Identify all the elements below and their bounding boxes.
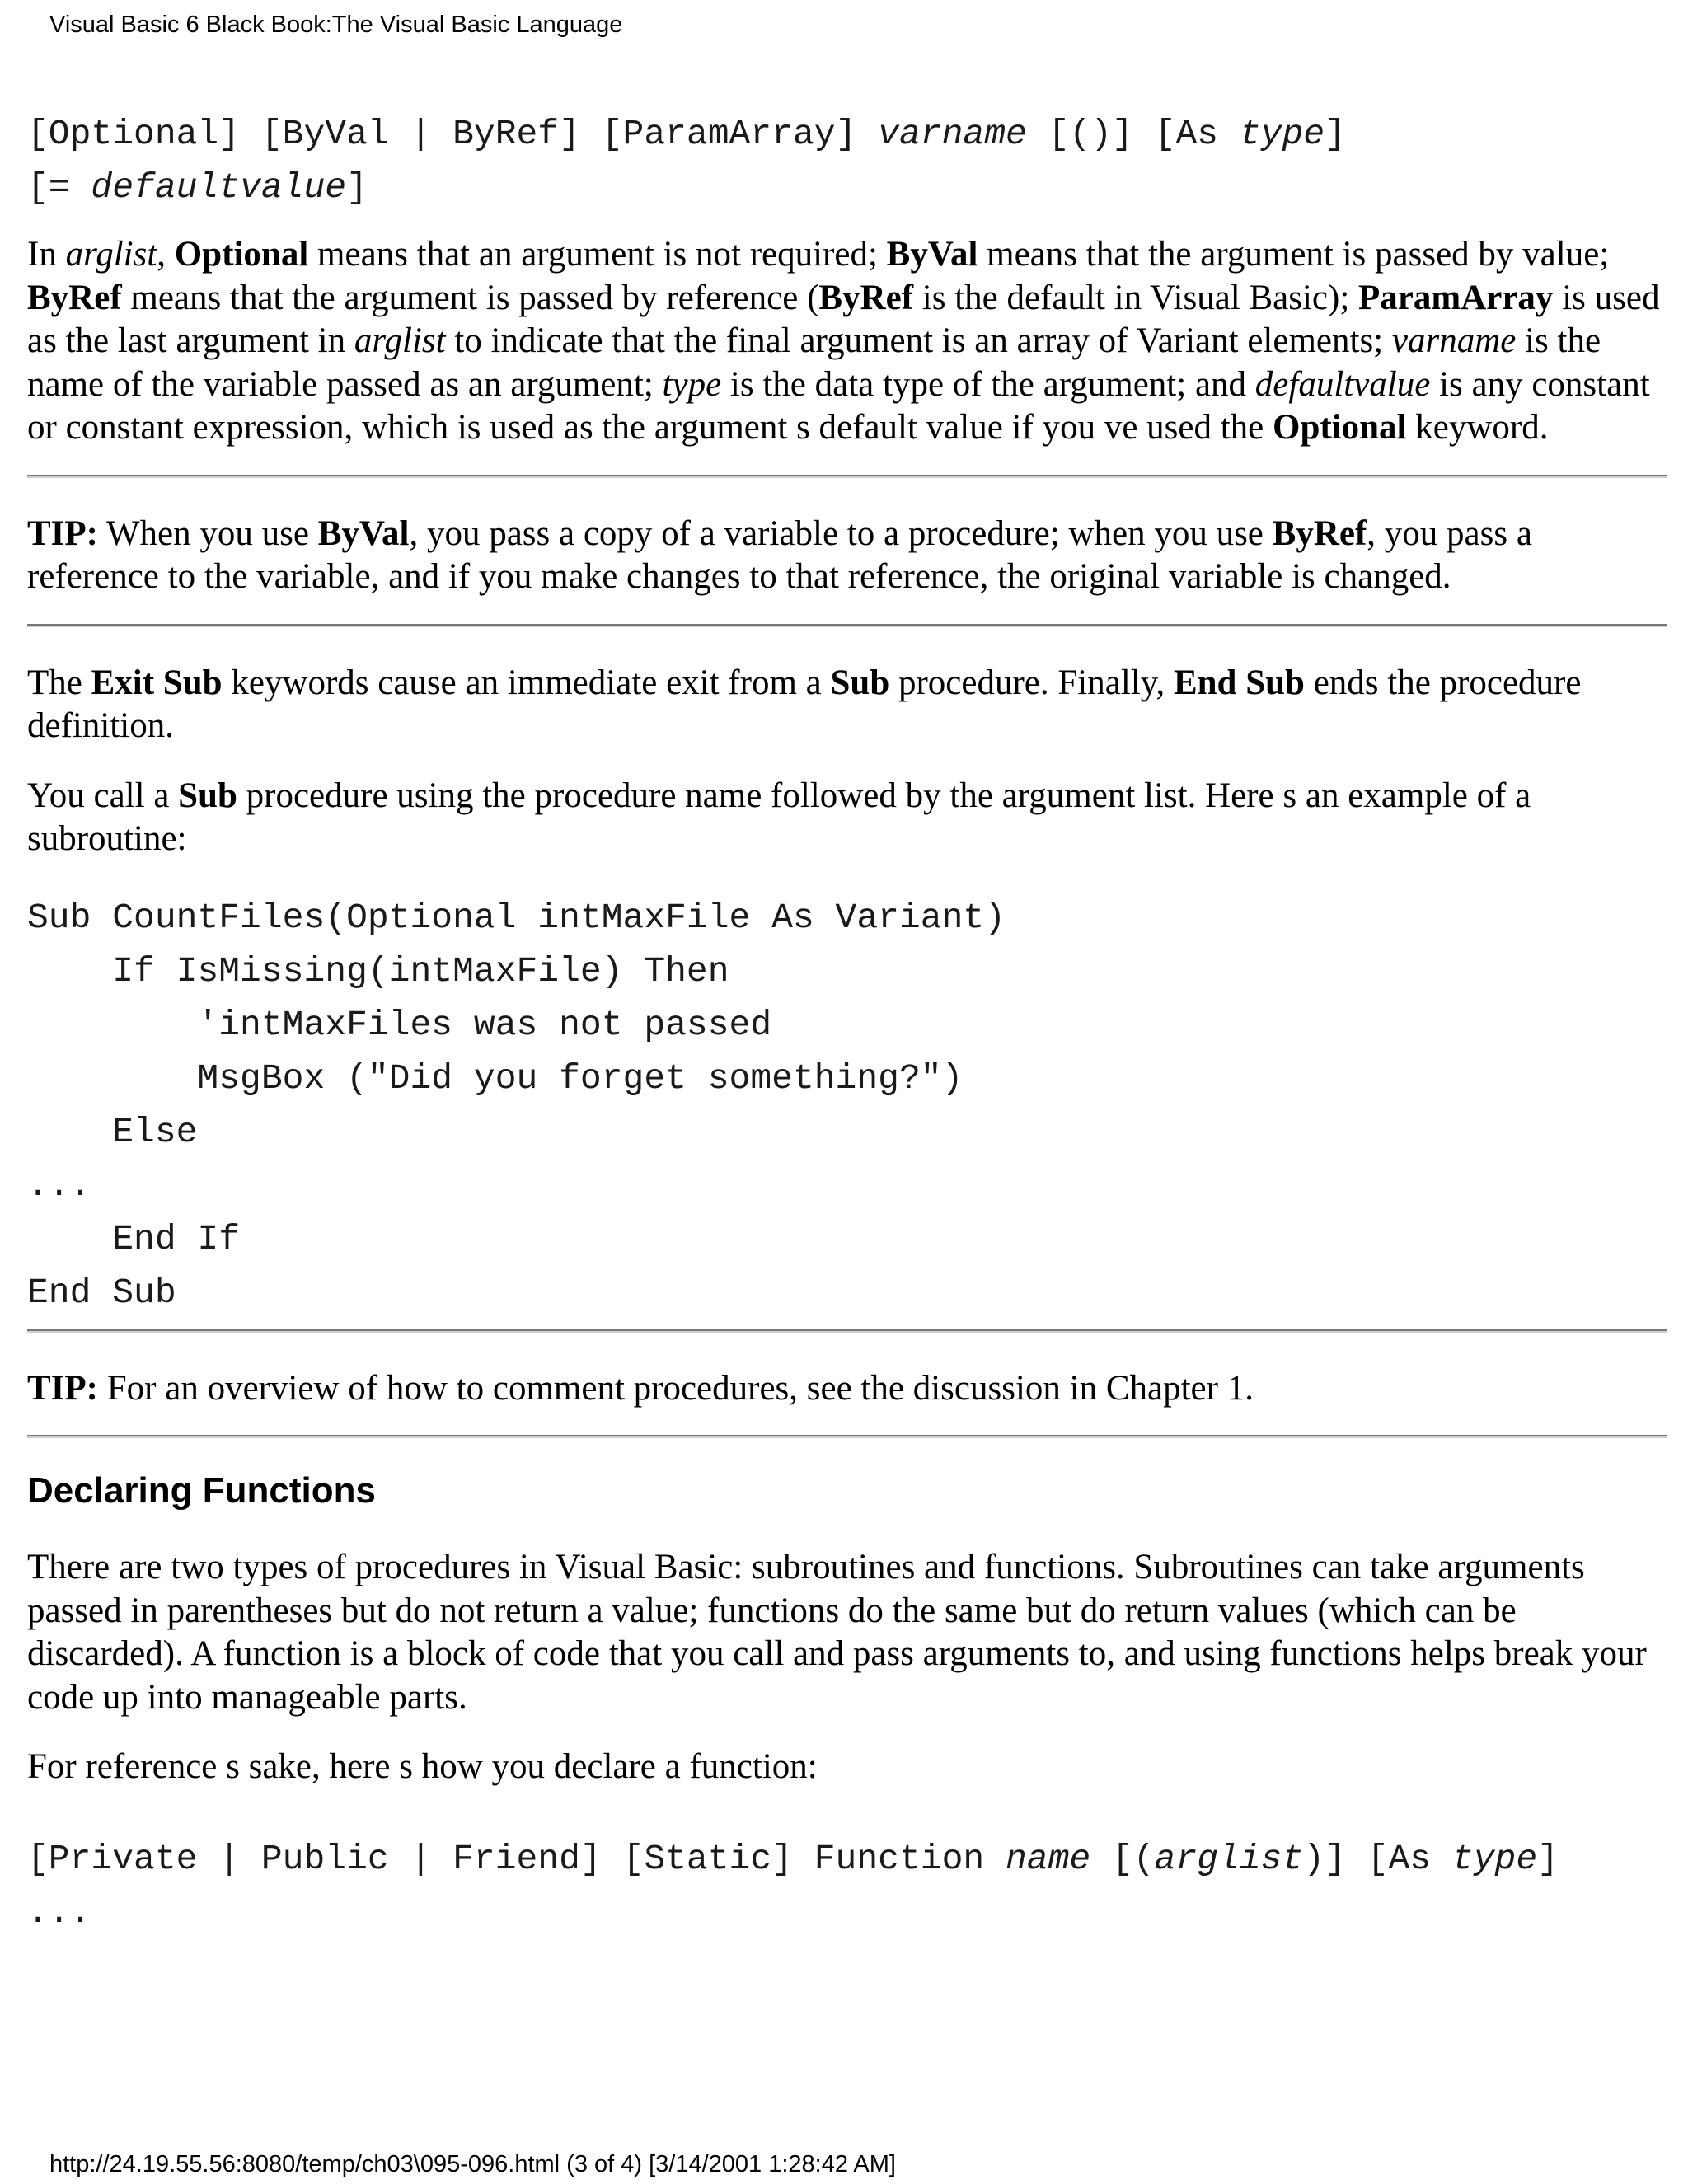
code-line: [Private | Public | Friend] [Static] Function name [(arglist)] [As type]: [27, 1838, 1559, 1879]
tip-label: TIP:: [27, 513, 98, 553]
code-line: Else: [27, 1111, 198, 1152]
divider: [27, 1329, 1667, 1333]
section-heading: Declaring Functions: [27, 1470, 376, 1511]
running-header: Visual Basic 6 Black Book:The Visual Basic Language: [49, 12, 623, 38]
arglist-explanation-paragraph: In arglist, Optional means that an argument is not required; ByVal means that the argument is passed by value; ByRef means that the argument is passed by reference (ByRef is the default in Visual Basic); ParamArray is used as the last argument in arglist to indicate that the final argument is an array of Variant elements; varname is the name of the variable passed as an argument; type is the data type of the argument; and defaultvalue is any constant or constant expression, which is used as the argument s default value if you ve used the Optional keyword.: [27, 235, 1660, 447]
code-line: ...: [27, 1891, 91, 1933]
page-content: [27, 107, 1667, 1939]
code-line: End Sub: [27, 1272, 176, 1313]
code-line: If IsMissing(intMaxFile) Then: [27, 950, 729, 991]
divider: [27, 1435, 1667, 1438]
code-line: MsgBox ("Did you forget something?"): [27, 1057, 964, 1099]
exit-sub-paragraph: The Exit Sub keywords cause an immediate exit from a Sub procedure. Finally, End Sub ends the procedure definition.: [27, 663, 1582, 745]
function-syntax-block: [27, 1832, 1667, 1939]
code-line: [= defaultvalue]: [27, 167, 368, 208]
procedure-types-paragraph: There are two types of procedures in Visual Basic: subroutines and functions. Subroutines can take arguments passed in parentheses but do not return a value; functions do the same but do return values (which can be discarded). A function is a block of code that you call and pass arguments to, and using functions helps break your code up into manageable parts.: [27, 1548, 1647, 1717]
function-reference-paragraph: For reference s sake, here s how you declare a function:: [27, 1747, 818, 1786]
code-line: 'intMaxFiles was not passed: [27, 1004, 772, 1045]
code-line: ...: [27, 1165, 91, 1206]
arglist-syntax-block: [27, 107, 1667, 214]
code-line: End If: [27, 1218, 241, 1259]
code-line: Sub CountFiles(Optional intMaxFile As Variant): [27, 897, 1006, 938]
code-example-block: [27, 891, 1667, 1319]
divider: [27, 624, 1667, 627]
tip-comment-procedures: TIP: For an overview of how to comment procedures, see the discussion in Chapter 1.: [27, 1368, 1254, 1408]
divider: [27, 475, 1667, 478]
call-sub-paragraph: You call a Sub procedure using the procedure name followed by the argument list. Here s an example of a subroutine:: [27, 776, 1531, 858]
code-line: [Optional] [ByVal | ByRef] [ParamArray] varname [()] [As type]: [27, 114, 1346, 154]
tip-byval-byref: TIP: When you use ByVal, you pass a copy of a variable to a procedure; when you use ByRef, you pass a reference to the variable, and if you make changes to that reference, the original variable is changed.: [27, 513, 1532, 596]
tip-label: TIP:: [27, 1368, 98, 1408]
running-footer: http://24.19.55.56:8080/temp/ch03\095-096.html (3 of 4) [3/14/2001 1:28:42 AM]: [49, 2151, 896, 2177]
